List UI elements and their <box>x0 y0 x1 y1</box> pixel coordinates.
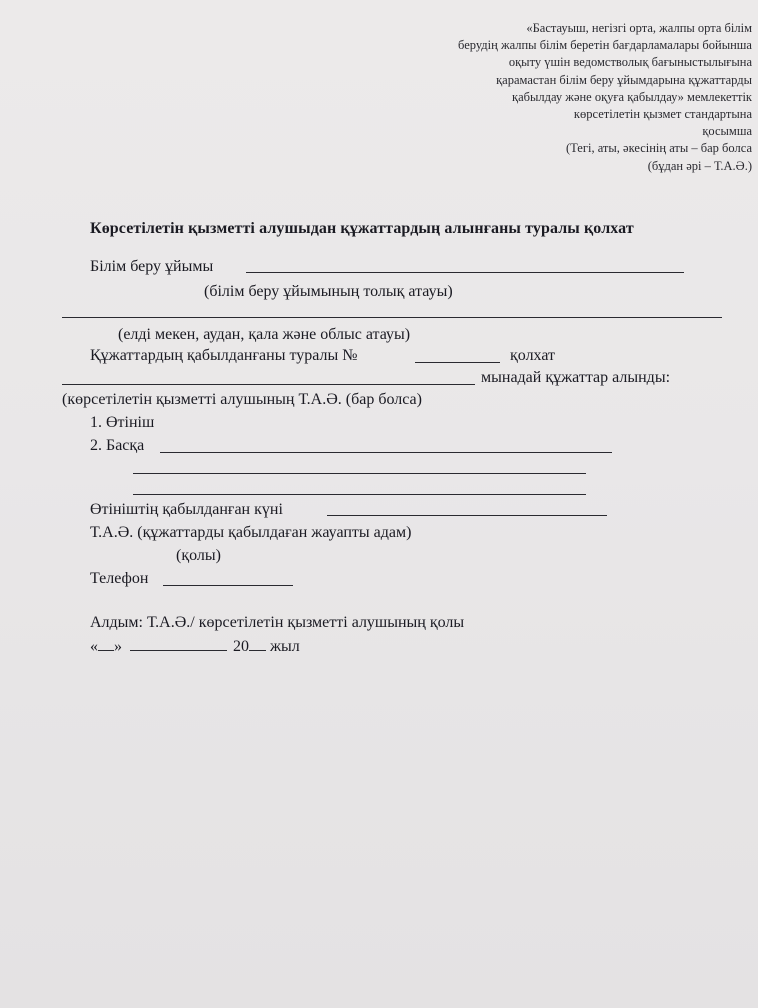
year-prefix: 20 <box>233 638 249 655</box>
date-field[interactable] <box>327 515 607 516</box>
header-line: берудің жалпы білім беретін бағдарламалары бойынша <box>458 38 752 53</box>
applicant-field[interactable] <box>62 384 475 385</box>
org-hint: (білім беру ұйымының толық атауы) <box>204 283 453 300</box>
other-field-1[interactable] <box>160 452 612 453</box>
header-line: оқыту үшін ведомстволық бағыныстылығына <box>508 55 752 70</box>
date-label: Өтініштің қабылданған күні <box>90 501 283 518</box>
header-line: қабылдау және оқуға қабылдау» мемлекеттік <box>512 89 752 104</box>
close-quote: » <box>114 638 122 655</box>
document-title: Көрсетілетін қызметті алушыдан құжаттардың алынғаны туралы қолхат <box>90 220 634 237</box>
year-field[interactable] <box>249 636 266 651</box>
phone-field[interactable] <box>163 585 293 586</box>
receipt-row <box>90 346 358 366</box>
item-application: 1. Өтініш <box>90 414 155 431</box>
receipt-label: Құжаттардың қабылданғаны туралы № <box>90 347 358 364</box>
receipt-number-field[interactable] <box>415 362 500 363</box>
docs-received-label: мынадай құжаттар алынды: <box>481 369 671 386</box>
received-by-label: Алдым: Т.А.Ә./ көрсетілетін қызметті алушының қолы <box>90 614 465 631</box>
phone-label: Телефон <box>90 570 149 587</box>
header-line: қосымша <box>702 124 752 139</box>
org-row <box>90 257 213 277</box>
item-other: 2. Басқа <box>90 437 145 454</box>
sign-date-row <box>90 636 300 657</box>
other-field-3[interactable] <box>133 494 586 495</box>
header-line: (Тегі, аты, әкесінің аты – бар болса <box>565 141 752 156</box>
signature-hint: (қолы) <box>176 547 221 564</box>
applicant-hint: (көрсетілетін қызметті алушының Т.А.Ә. (бар болса) <box>62 391 422 408</box>
receipt-suffix: қолхат <box>510 347 556 364</box>
day-field[interactable] <box>98 636 114 651</box>
locality-hint: (елді мекен, аудан, қала және облыс атауы) <box>118 326 411 343</box>
month-field[interactable] <box>130 636 227 651</box>
header-line: (бұдан әрі – Т.А.Ә.) <box>647 158 752 173</box>
year-suffix: жыл <box>270 638 300 655</box>
header-note <box>352 20 752 175</box>
other-field-2[interactable] <box>133 473 586 474</box>
header-line: «Бастауыш, негізгі орта, жалпы орта білім <box>526 21 752 35</box>
header-line: қарамастан білім беру ұйымдарына құжаттарды <box>496 72 752 87</box>
org-label: Білім беру ұйымы <box>90 258 214 275</box>
org-field[interactable] <box>246 272 684 273</box>
locality-field[interactable] <box>62 317 722 318</box>
open-quote: « <box>90 638 98 655</box>
responsible-label: Т.А.Ә. (құжаттарды қабылдаған жауапты адам) <box>90 524 412 541</box>
header-line: көрсетілетін қызмет стандартына <box>573 107 752 122</box>
